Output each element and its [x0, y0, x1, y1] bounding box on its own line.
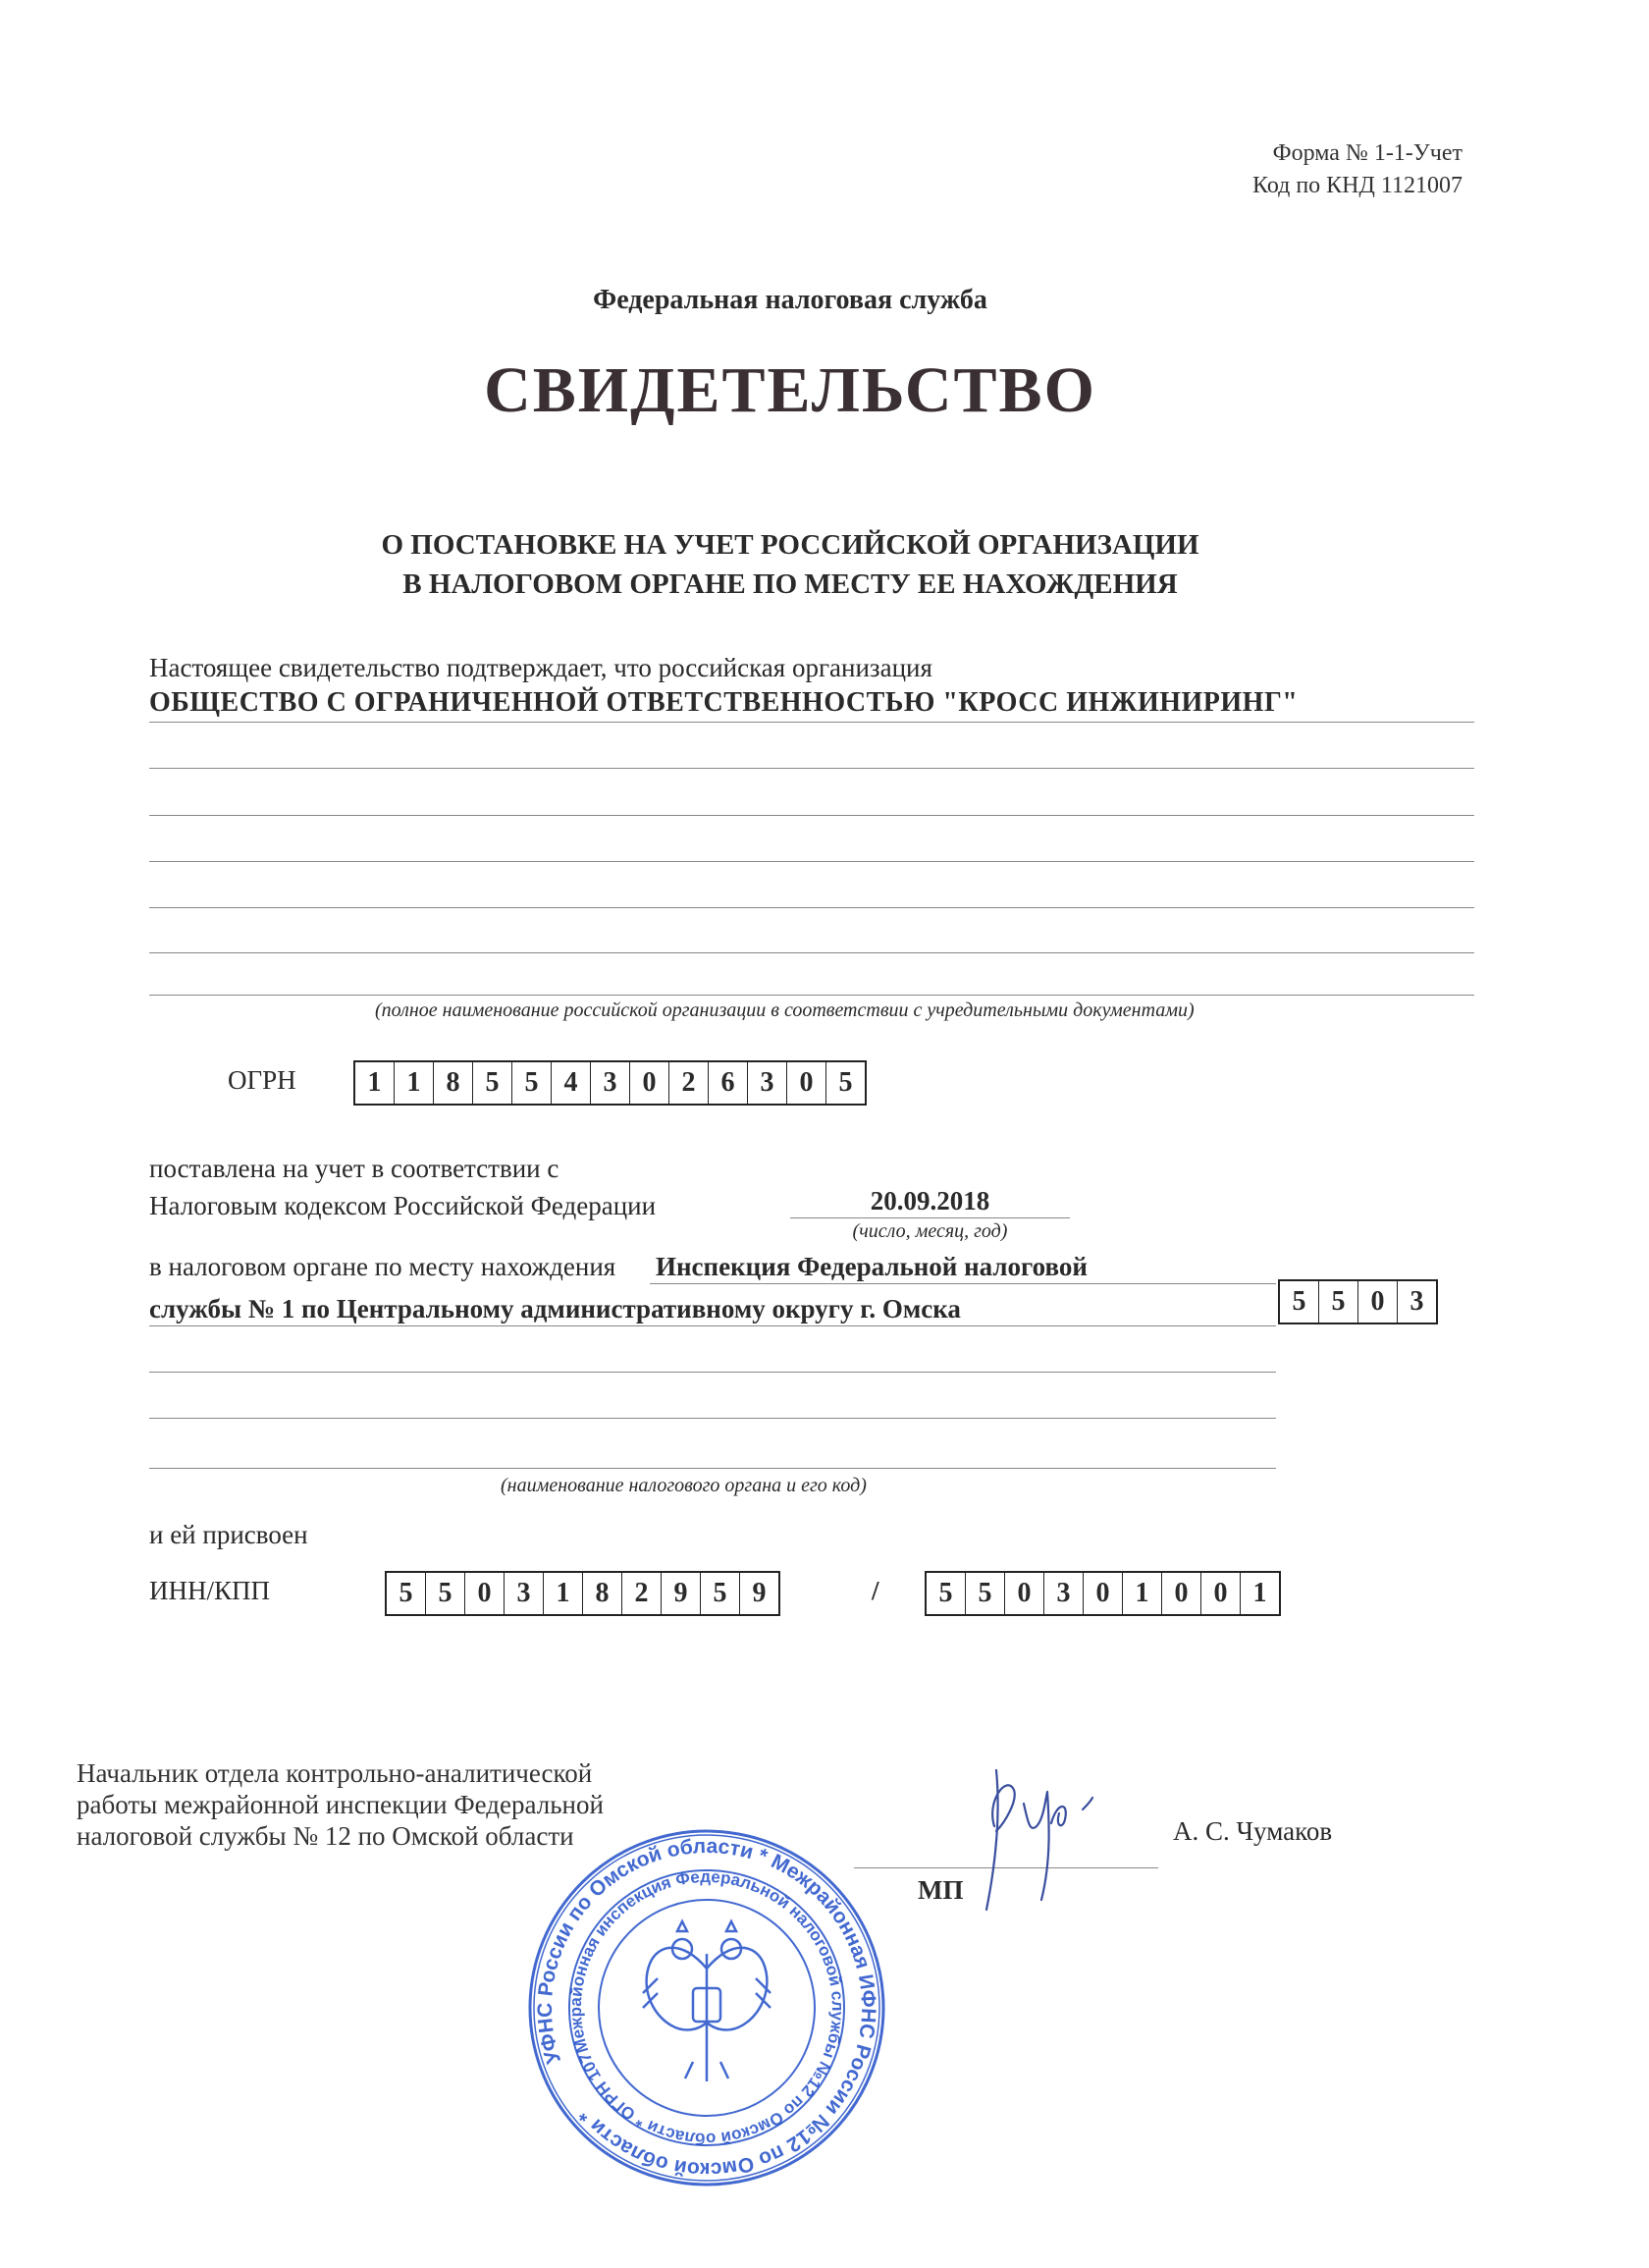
stamp-inner-text: Межрайонная инспекция Федеральной налоговой службы №12 по Омской области * ОГРН 1075504003013	[565, 1866, 848, 2149]
kpp-digit: 5	[966, 1573, 1005, 1614]
kpp-cells	[925, 1571, 1281, 1616]
tax-line-3	[149, 1372, 1276, 1373]
inn-digit: 5	[701, 1573, 740, 1614]
ogrn-digit: 3	[748, 1062, 787, 1104]
agency-name: Федеральная налоговая служба	[593, 285, 987, 315]
ogrn-digit: 4	[552, 1062, 591, 1104]
document-title: СВИДЕТЕЛЬСТВО	[484, 354, 1096, 426]
inn-digit: 1	[544, 1573, 583, 1614]
handwritten-signature	[967, 1762, 1124, 1924]
org-line-3	[149, 815, 1474, 816]
official-stamp	[520, 1821, 893, 2194]
inn-cells	[385, 1571, 780, 1616]
ogrn-digit: 6	[709, 1062, 748, 1104]
tax-code-digit: 0	[1358, 1281, 1398, 1323]
inn-digit: 3	[505, 1573, 544, 1614]
kpp-digit: 0	[1005, 1573, 1044, 1614]
signatory-line-2: работы межрайонной инспекции Федеральной	[77, 1790, 604, 1819]
subtitle-line-2: В НАЛОГОВОМ ОРГАНЕ ПО МЕСТУ ЕЕ НАХОЖДЕНИЯ	[402, 568, 1178, 600]
org-line-6	[149, 952, 1474, 953]
eagle-emblem-icon	[643, 1921, 771, 2081]
tax-authority-prefix: в налоговом органе по месту нахождения	[149, 1252, 616, 1281]
kpp-digit: 0	[1162, 1573, 1201, 1614]
inn-kpp-separator: /	[872, 1576, 879, 1605]
date-caption: (число, месяц, год)	[852, 1220, 1008, 1242]
org-line-1	[149, 722, 1474, 723]
signatory-line-1: Начальник отдела контрольно-аналитической	[77, 1758, 593, 1788]
kpp-digit: 0	[1201, 1573, 1241, 1614]
document-subtitle	[0, 525, 1580, 604]
inn-digit: 0	[465, 1573, 505, 1614]
tax-authority-code-cells	[1278, 1279, 1438, 1324]
kpp-digit: 3	[1044, 1573, 1084, 1614]
ogrn-digit: 5	[838, 1067, 853, 1098]
stamp-outer-text: УФНС России по Омской области * Межрайонная ИФНС России №12 по Омской области *	[533, 1834, 880, 2182]
ogrn-digit: 1	[355, 1062, 395, 1104]
org-line-4	[149, 861, 1474, 862]
knd-code: Код по КНД 1121007	[1252, 173, 1463, 198]
tax-authority-caption: (наименование налогового органа и его код)	[501, 1475, 867, 1496]
inn-digit: 8	[583, 1573, 622, 1614]
ogrn-digit: 1	[395, 1062, 434, 1104]
svg-text:Межрайонная инспекция Федераль	[520, 1821, 886, 2194]
ogrn-digit: 0	[630, 1062, 669, 1104]
ogrn-digit: 5	[512, 1062, 552, 1104]
tax-line-4	[149, 1418, 1276, 1419]
inn-digit: 2	[622, 1573, 662, 1614]
inn-digit: 5	[387, 1573, 426, 1614]
date-line	[790, 1217, 1070, 1218]
inn-digit: 9	[662, 1573, 701, 1614]
tax-line-5	[149, 1468, 1276, 1469]
tax-authority-name-1: Инспекция Федеральной налоговой	[656, 1252, 1088, 1281]
assigned-text: и ей присвоен	[149, 1520, 308, 1549]
kpp-digit: 1	[1252, 1578, 1267, 1608]
ogrn-digit: 5	[473, 1062, 512, 1104]
tax-code-digit: 5	[1319, 1281, 1358, 1323]
org-line-5	[149, 907, 1474, 908]
tax-line-1	[650, 1283, 1276, 1284]
form-number-block	[1252, 137, 1463, 202]
inn-kpp-label: ИНН/КПП	[149, 1576, 271, 1605]
ogrn-digit: 8	[434, 1062, 473, 1104]
organization-name: ОБЩЕСТВО С ОГРАНИЧЕННОЙ ОТВЕТСТВЕННОСТЬЮ "КРОСС ИНЖИНИРИНГ"	[149, 687, 1299, 718]
signatory-name: А. С. Чумаков	[1173, 1816, 1333, 1846]
form-number: Форма № 1-1-Учет	[1272, 140, 1463, 166]
inn-digit: 9	[752, 1578, 767, 1608]
kpp-digit: 0	[1084, 1573, 1123, 1614]
intro-text: Настоящее свидетельство подтверждает, что российская организация	[149, 653, 932, 682]
ogrn-cells	[353, 1060, 867, 1106]
subtitle-line-1: О ПОСТАНОВКЕ НА УЧЕТ РОССИЙСКОЙ ОРГАНИЗАЦИИ	[381, 529, 1199, 561]
ogrn-digit: 0	[787, 1062, 826, 1104]
inn-digit: 5	[426, 1573, 465, 1614]
tax-line-2	[149, 1325, 1276, 1326]
tax-authority-name-2: службы № 1 по Центральному административному округу г. Омска	[149, 1294, 961, 1323]
tax-code-digit: 5	[1280, 1281, 1319, 1323]
ogrn-digit: 3	[591, 1062, 630, 1104]
organization-caption: (полное наименование российской организации в соответствии с учредительными документами)	[375, 999, 1195, 1021]
mp-label: МП	[918, 1875, 964, 1905]
kpp-digit: 1	[1123, 1573, 1162, 1614]
ogrn-digit: 2	[669, 1062, 709, 1104]
registration-line-1: поставлена на учет в соответствии с	[149, 1154, 559, 1183]
ogrn-label: ОГРН	[228, 1065, 296, 1095]
registration-line-2: Налоговым кодексом Российской Федерации	[149, 1191, 657, 1220]
tax-code-digit: 3	[1410, 1286, 1424, 1317]
org-line-7	[149, 995, 1474, 996]
kpp-digit: 5	[927, 1573, 966, 1614]
registration-date: 20.09.2018	[870, 1186, 990, 1215]
signatory-line-3: налоговой службы № 12 по Омской области	[77, 1821, 574, 1851]
org-line-2	[149, 768, 1474, 769]
